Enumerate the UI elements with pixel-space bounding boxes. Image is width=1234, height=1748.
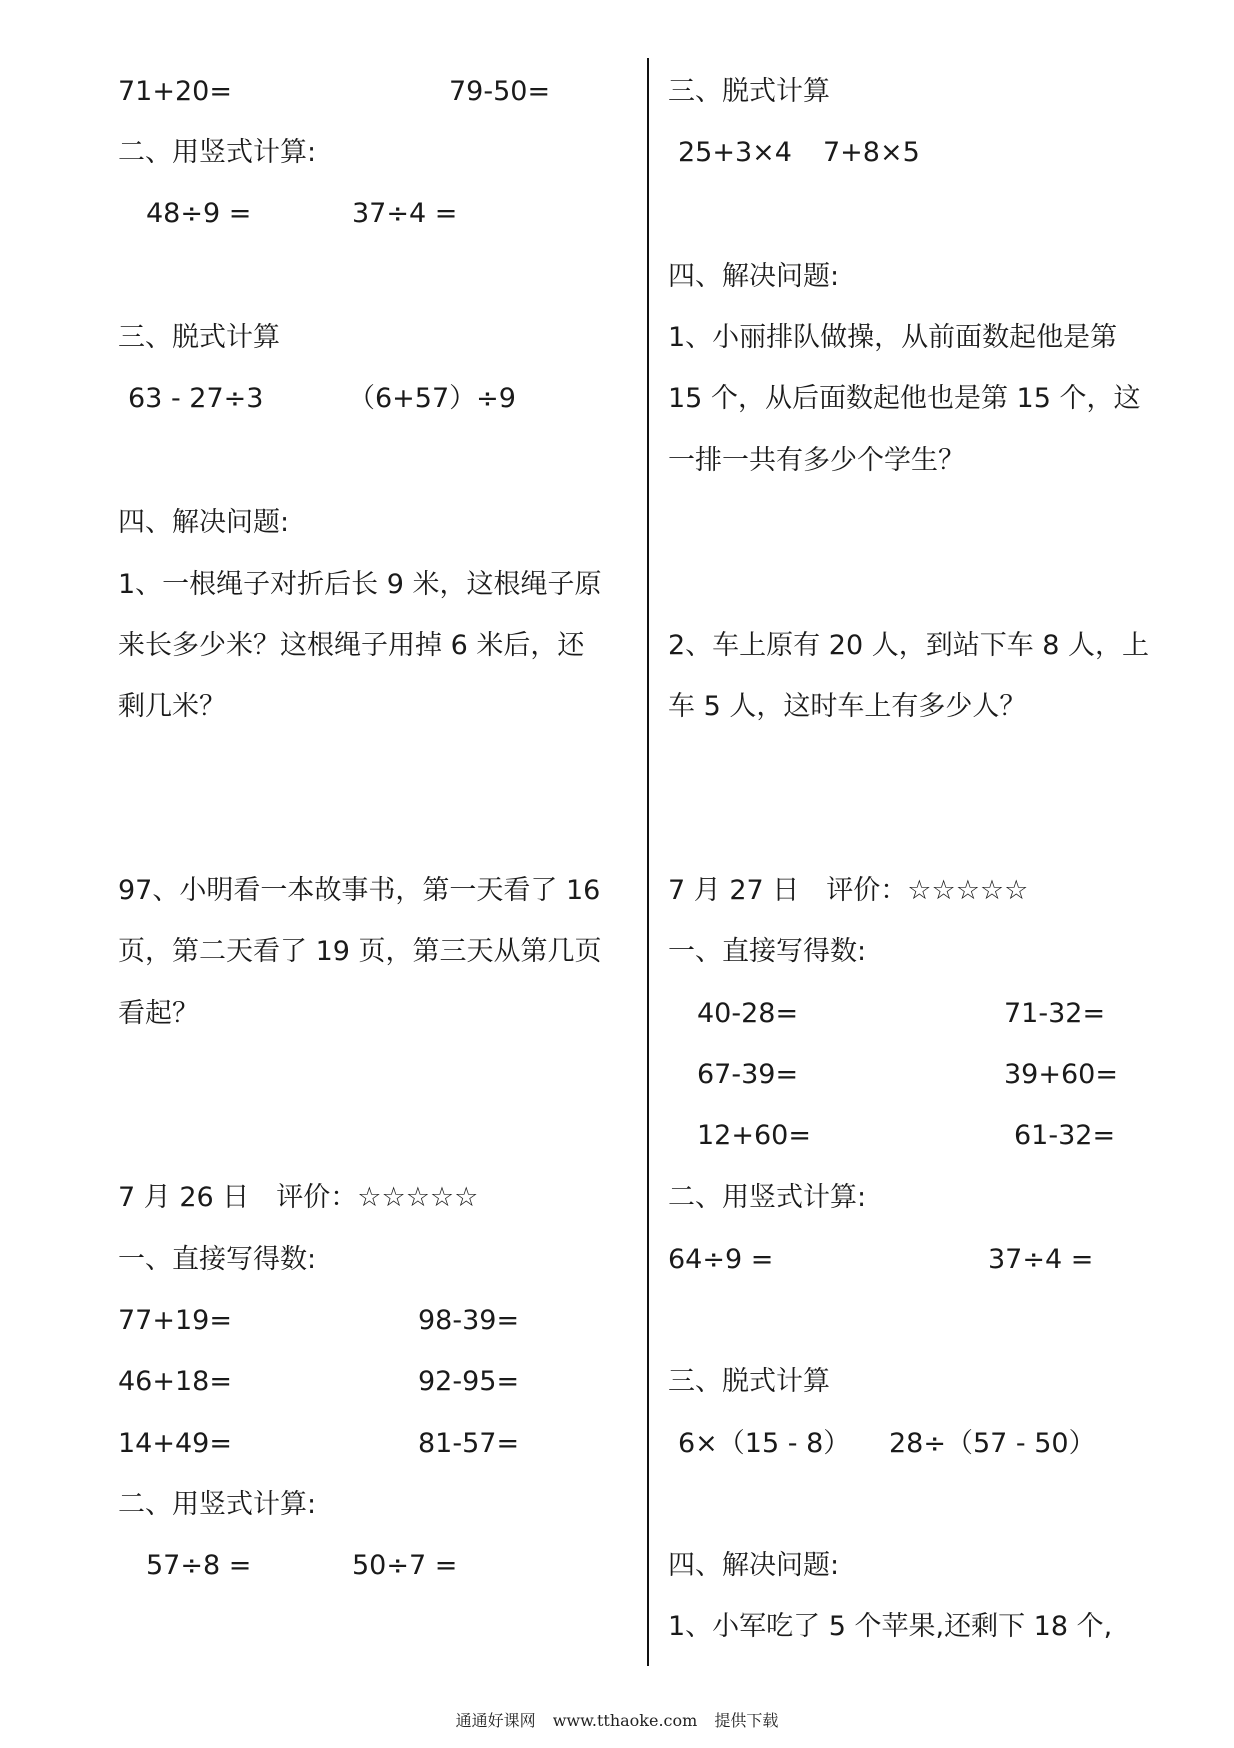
expr-98-minus-39: 98-39=: [418, 1305, 520, 1336]
expr-77-plus-19: 77+19=: [118, 1305, 232, 1336]
section-direct-answers: 一、直接写得数:: [668, 936, 867, 967]
problem-book-line1: 97、小明看一本故事书，第一天看了 16: [118, 875, 601, 906]
problem-book-line2: 页，第二天看了 19 页，第三天从第几页: [118, 936, 602, 967]
problem-apples-line1: 1、小军吃了 5 个苹果,还剩下 18 个,: [668, 1611, 1113, 1642]
expr-71-minus-32: 71-32=: [1004, 998, 1106, 1029]
problem-queue-line1: 1、小丽排队做操，从前面数起他是第: [668, 322, 1118, 353]
expr-14-plus-49: 14+49=: [118, 1428, 232, 1459]
footer-note: 提供下载: [714, 1711, 779, 1730]
section-vertical-calc-2: 二、用竖式计算:: [118, 1489, 317, 1520]
expr-92-minus-95: 92-95=: [418, 1366, 520, 1397]
expr-paren-div-9: （6+57）÷9: [348, 383, 516, 414]
section-step-calc: 三、脱式计算: [668, 76, 830, 107]
expr-48-div-9: 48÷9 =: [146, 198, 252, 229]
expr-57-div-8: 57÷8 =: [146, 1550, 252, 1581]
problem-rope-line3: 剩几米？: [118, 691, 226, 722]
expr-39-plus-60: 39+60=: [1004, 1059, 1118, 1090]
section-step-calc-2: 三、脱式计算: [668, 1366, 830, 1397]
section-step-calc: 三、脱式计算: [118, 322, 280, 353]
expr-61-minus-32: 61-32=: [1014, 1120, 1116, 1151]
section-direct-answers: 一、直接写得数:: [118, 1244, 317, 1275]
expr-67-minus-39: 67-39=: [697, 1059, 799, 1090]
problem-bus-line2: 车 5 人，这时车上有多少人？: [668, 691, 1027, 722]
expr-46-plus-18: 46+18=: [118, 1366, 232, 1397]
section-solve-problems-2: 四、解决问题:: [668, 1550, 840, 1581]
day-header-july-27: 7 月 27 日 评价：☆☆☆☆☆: [668, 875, 1029, 906]
column-divider: [647, 58, 649, 1666]
section-solve-problems: 四、解决问题:: [668, 261, 840, 292]
problem-rope-line2: 来长多少米？这根绳子用掉 6 米后，还: [118, 630, 585, 661]
expr-37-div-4: 37÷4 =: [352, 198, 458, 229]
problem-bus-line1: 2、车上原有 20 人，到站下车 8 人，上: [668, 630, 1150, 661]
footer-attribution: [0, 1708, 1234, 1731]
expr-63-minus: 63 - 27÷3: [128, 383, 264, 414]
expr-7-plus-8x5: 7+8×5: [823, 137, 920, 168]
expr-40-minus-28: 40-28=: [697, 998, 799, 1029]
expr-37-div-4: 37÷4 =: [988, 1244, 1094, 1275]
expr-71-plus-20: 71+20=: [118, 76, 232, 107]
expr-79-minus-50: 79-50=: [449, 76, 551, 107]
footer-site-name: 通通好课网: [455, 1711, 536, 1730]
day-header-july-26: 7 月 26 日 评价：☆☆☆☆☆: [118, 1182, 479, 1213]
expr-81-minus-57: 81-57=: [418, 1428, 520, 1459]
expr-28-div-paren: 28÷（57 - 50）: [889, 1428, 1096, 1459]
section-vertical-calc: 二、用竖式计算:: [118, 137, 317, 168]
section-solve-problems: 四、解决问题:: [118, 507, 290, 538]
footer-url[interactable]: www.tthaoke.com: [552, 1711, 698, 1730]
expr-64-div-9: 64÷9 =: [668, 1244, 774, 1275]
expr-12-plus-60: 12+60=: [697, 1120, 811, 1151]
expr-25-plus-3x4: 25+3×4: [678, 137, 792, 168]
expr-50-div-7: 50÷7 =: [352, 1550, 458, 1581]
problem-book-line3: 看起？: [118, 998, 199, 1029]
problem-queue-line2: 15 个，从后面数起他也是第 15 个，这: [668, 383, 1141, 414]
problem-queue-line3: 一排一共有多少个学生？: [668, 445, 965, 476]
expr-6x-paren: 6×（15 - 8）: [678, 1428, 851, 1459]
problem-rope-line1: 1、一根绳子对折后长 9 米，这根绳子原: [118, 569, 602, 600]
section-vertical-calc: 二、用竖式计算:: [668, 1182, 867, 1213]
